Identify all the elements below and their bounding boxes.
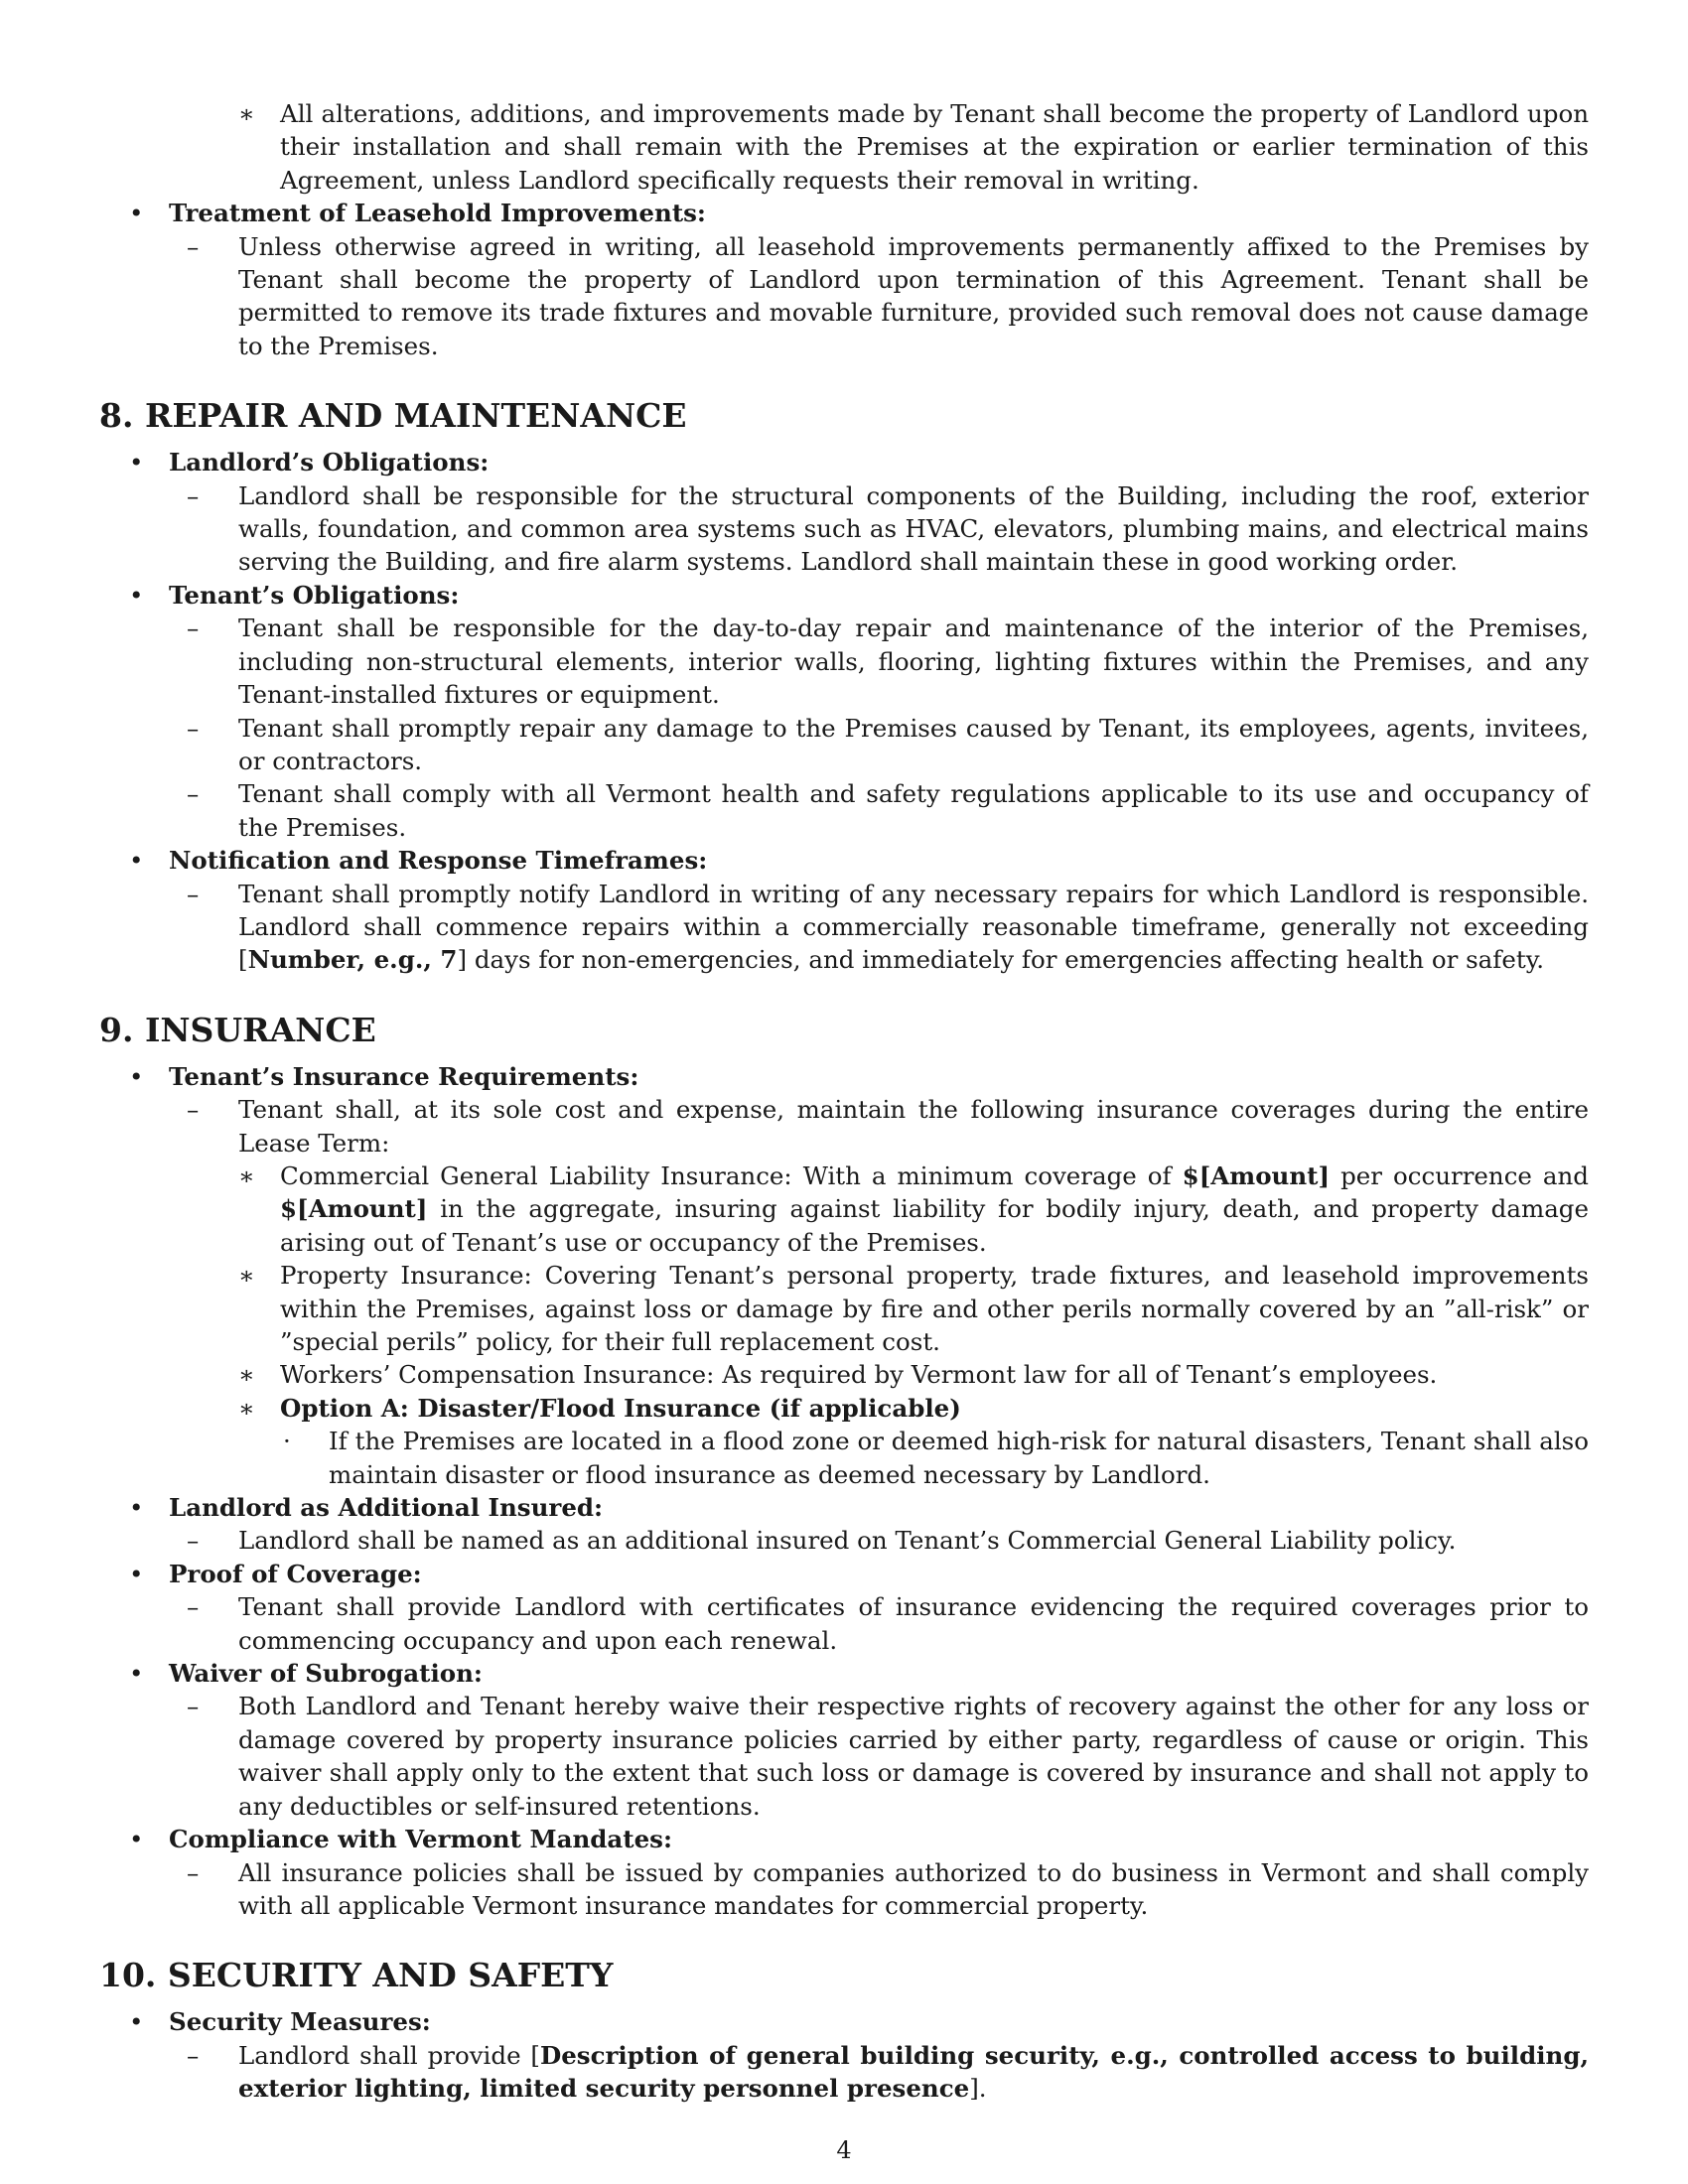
tenant-obligations-heading: Tenant’s Obligations:	[169, 580, 460, 610]
list-item	[129, 579, 1589, 612]
additional-insured-text: Landlord shall be named as an additional insured on Tenant’s Commercial General Liability policy.	[238, 1526, 1457, 1556]
bullet-icon: •	[129, 2007, 144, 2037]
list-item	[129, 1558, 1589, 1590]
list-item	[187, 1093, 1589, 1160]
security-measures-text: Landlord shall provide [Description of general building security, e.g., controlled access to building, exterior lighting, limited security personnel presence].	[238, 2040, 1589, 2104]
dash-bullet-icon: –	[187, 2040, 200, 2070]
list-item	[187, 1524, 1589, 1557]
list-item	[187, 612, 1589, 711]
dash-bullet-icon: –	[187, 1592, 200, 1622]
asterisk-bullet-icon: ∗	[238, 1160, 255, 1190]
security-measures-heading: Security Measures:	[169, 2007, 431, 2037]
option-a-heading: Option A: Disaster/Flood Insurance (if applicable)	[280, 1393, 961, 1423]
section-8-title: 8. REPAIR AND MAINTENANCE	[99, 396, 687, 436]
leasehold-heading: Treatment of Leasehold Improvements:	[169, 199, 706, 228]
list-item	[283, 1425, 1589, 1491]
asterisk-bullet-icon: ∗	[238, 1360, 255, 1390]
asterisk-bullet-icon: ∗	[238, 1393, 255, 1423]
list-item	[129, 2005, 1589, 2038]
dash-bullet-icon: –	[187, 1692, 200, 1721]
insurance-requirements-heading: Tenant’s Insurance Requirements:	[169, 1061, 639, 1091]
bullet-icon: •	[129, 199, 144, 228]
dash-bullet-icon: –	[187, 480, 200, 510]
dash-bullet-icon: –	[187, 779, 200, 809]
property-insurance-text: Property Insurance: Covering Tenant’s personal property, trade fixtures, and leasehold improvements within the Premises, against loss or damage by fire and other perils normally covered by an ”all-risk” or ”special perils” policy, for their full replacement cost.	[280, 1261, 1589, 1356]
list-item	[238, 1160, 1589, 1259]
list-item	[187, 1590, 1589, 1657]
waiver-heading: Waiver of Subrogation:	[169, 1659, 483, 1689]
list-item	[129, 446, 1589, 478]
asterisk-bullet-icon: ∗	[238, 1261, 255, 1291]
list-item	[187, 777, 1589, 844]
list-item	[187, 1690, 1589, 1823]
page-number: 4	[836, 2136, 852, 2164]
dash-bullet-icon: –	[187, 1095, 200, 1125]
bullet-icon: •	[129, 1659, 144, 1689]
section-10-title: 10. SECURITY AND SAFETY	[99, 1956, 614, 1995]
option-a-text: If the Premises are located in a flood zone or deemed high-risk for natural disasters, Tenant shall also maintain disaster or flood insurance as deemed necessary by Landlord.	[329, 1427, 1589, 1489]
alterations-text: All alterations, additions, and improvements made by Tenant shall become the property of Landlord upon their installation and shall remain with the Premises at the expiration or earlier termination of this Agreement, unless Landlord specifically requests their removal in writing.	[280, 99, 1589, 195]
placeholder-security-description: Description of general building security, e.g., controlled access to building, exterior lighting, limited security personnel presence	[238, 2040, 1589, 2104]
workers-comp-text: Workers’ Compensation Insurance: As required by Vermont law for all of Tenant’s employees.	[280, 1360, 1438, 1390]
bullet-icon: •	[129, 1559, 144, 1588]
landlord-obligations-text: Landlord shall be responsible for the structural components of the Building, including the roof, exterior walls, foundation, and common area systems such as HVAC, elevators, plumbing mains, and electrical mains serving the Building, and fire alarm systems. Landlord shall maintain these in good working order.	[238, 480, 1589, 577]
list-item	[187, 1856, 1589, 1923]
additional-insured-heading: Landlord as Additional Insured:	[169, 1493, 604, 1523]
dash-bullet-icon: –	[187, 614, 200, 643]
bullet-icon: •	[129, 1061, 144, 1091]
notification-heading: Notification and Response Timeframes:	[169, 846, 708, 876]
dot-bullet-icon: ·	[283, 1427, 291, 1456]
list-item	[238, 1259, 1589, 1358]
placeholder-amount: $[Amount]	[1182, 1160, 1331, 1190]
document-body	[99, 97, 1589, 2106]
compliance-heading: Compliance with Vermont Mandates:	[169, 1825, 673, 1854]
section-9-title: 9. INSURANCE	[99, 1010, 376, 1049]
list-item	[129, 1823, 1589, 1855]
leasehold-text: Unless otherwise agreed in writing, all leasehold improvements permanently affixed to the Premises by Tenant shall become the property of Landlord upon termination of this Agreement. Tenant shall be permitted to remove its trade fixtures and movable furniture, provided such removal does not cause damage to the Premises.	[238, 231, 1589, 360]
bullet-icon: •	[129, 846, 144, 876]
list-item	[238, 1358, 1589, 1391]
placeholder-amount: $[Amount]	[280, 1194, 428, 1224]
list-item	[187, 712, 1589, 778]
compliance-text: All insurance policies shall be issued by companies authorized to do business in Vermont and shall comply with all applicable Vermont insurance mandates for commercial property.	[238, 1857, 1589, 1920]
placeholder-number: Number, e.g., 7	[247, 945, 458, 975]
bullet-icon: •	[129, 1493, 144, 1523]
list-item	[129, 1060, 1589, 1093]
tenant-obligation-1: Tenant shall be responsible for the day-to-day repair and maintenance of the interior of the Premises, including non-structural elements, interior walls, flooring, lighting fixtures within the Premises, and any Tenant-installed fixtures or equipment.	[238, 614, 1589, 710]
bullet-icon: •	[129, 1825, 144, 1854]
tenant-obligation-3: Tenant shall comply with all Vermont health and safety regulations applicable to its use and occupancy of the Premises.	[238, 779, 1589, 842]
landlord-obligations-heading: Landlord’s Obligations:	[169, 448, 490, 478]
tenant-obligation-2: Tenant shall promptly repair any damage to the Premises caused by Tenant, its employees, agents, invitees, or contractors.	[238, 713, 1589, 775]
dash-bullet-icon: –	[187, 231, 200, 261]
asterisk-bullet-icon: ∗	[238, 99, 255, 128]
list-item	[129, 1657, 1589, 1690]
list-item	[238, 97, 1589, 197]
bullet-icon: •	[129, 448, 144, 478]
dash-bullet-icon: –	[187, 1857, 200, 1887]
list-item	[129, 844, 1589, 877]
dash-bullet-icon: –	[187, 1526, 200, 1556]
list-item	[129, 197, 1589, 229]
list-item	[129, 1491, 1589, 1524]
dash-bullet-icon: –	[187, 879, 200, 908]
list-item	[187, 230, 1589, 363]
proof-of-coverage-heading: Proof of Coverage:	[169, 1559, 422, 1588]
cgl-insurance-text: Commercial General Liability Insurance: With a minimum coverage of $[Amount] per occurrence and $[Amount] in the aggregate, insuring against liability for bodily injury, death, and property damage arising out of Tenant’s use or occupancy of the Premises.	[280, 1160, 1589, 1257]
insurance-requirements-text: Tenant shall, at its sole cost and expense, maintain the following insurance coverages during the entire Lease Term:	[238, 1095, 1589, 1158]
bullet-icon: •	[129, 580, 144, 610]
waiver-text: Both Landlord and Tenant hereby waive their respective rights of recovery against the other for any loss or damage covered by property insurance policies carried by either party, regardless of cause or origin. This waiver shall apply only to the extent that such loss or damage is covered by insurance and shall not apply to any deductibles or self-insured retentions.	[238, 1692, 1589, 1821]
list-item	[187, 2039, 1589, 2106]
notification-text: Tenant shall promptly notify Landlord in writing of any necessary repairs for which Landlord is responsible. Landlord shall commence repairs within a commercially reasonable timeframe, generally not exceeding [Number, e.g., 7] days for non-emergencies, and immediately for emergencies affecting health or safety.	[238, 879, 1589, 975]
dash-bullet-icon: –	[187, 713, 200, 743]
list-item	[238, 1392, 1589, 1425]
list-item	[187, 479, 1589, 579]
proof-of-coverage-text: Tenant shall provide Landlord with certificates of insurance evidencing the required coverages prior to commencing occupancy and upon each renewal.	[238, 1592, 1589, 1655]
list-item	[187, 878, 1589, 977]
